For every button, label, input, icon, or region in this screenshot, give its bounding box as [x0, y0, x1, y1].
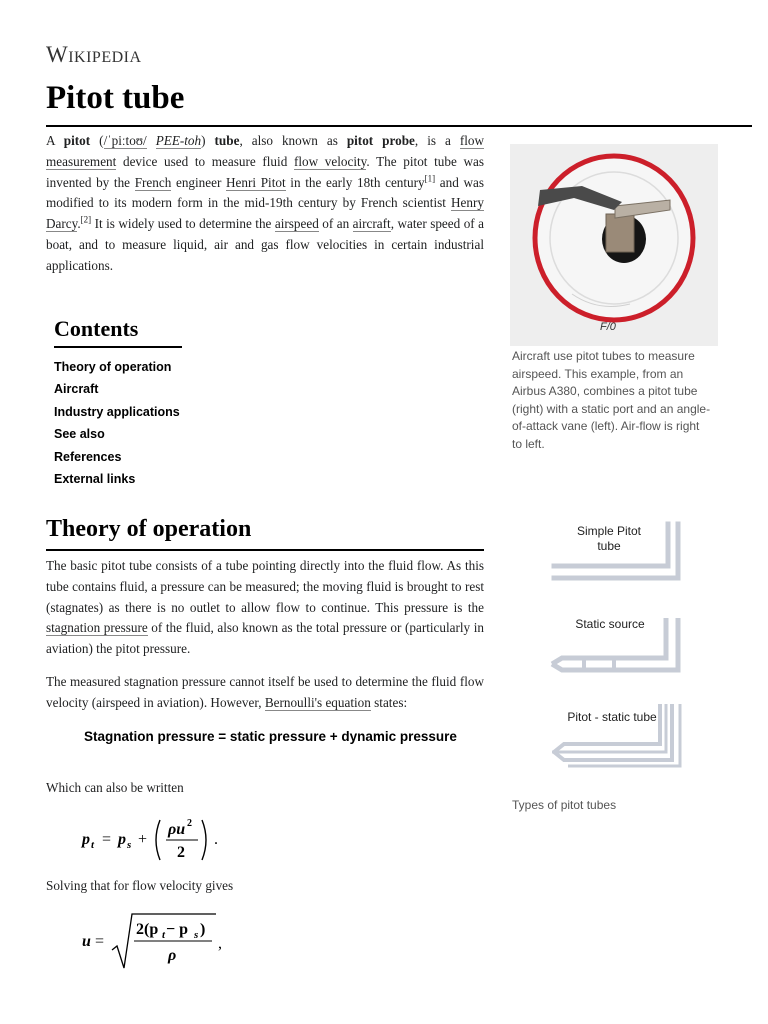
label-simple-pitot-tube: Simple Pitot tube — [576, 524, 642, 553]
svg-text:p: p — [82, 831, 90, 848]
page-title: Pitot tube — [46, 80, 185, 116]
link-henri-pitot[interactable]: Henri Pitot — [226, 174, 286, 190]
label-pitot-static-tube: Pitot - static tube — [567, 710, 657, 724]
section-heading-theory: Theory of operation — [46, 516, 252, 542]
wikipedia-wordmark[interactable]: Wikipedia — [46, 42, 142, 67]
pitot-tube-photo[interactable] — [510, 144, 718, 346]
types-figure-caption: Types of pitot tubes — [512, 798, 617, 812]
svg-text:ρ: ρ — [168, 947, 177, 964]
static-source-diagram — [548, 614, 694, 676]
svg-text:ρu: ρu — [168, 821, 186, 838]
toc-item-aircraft[interactable]: Aircraft — [54, 382, 99, 397]
respelling-link[interactable]: PEE-toh — [155, 133, 202, 148]
equation-flow-velocity — [80, 910, 240, 974]
toc-item-see-also[interactable]: See also — [54, 427, 105, 442]
theory-paragraph-1: The basic pitot tube consists of a tube pointing directly into the fluid flow. As this tube contains fluid, a pressure can be measured; the moving fluid is brought to rest (stagnates) as there is no outlet to allow flow to continue. This pressure is the stagnation pressure of the fluid, also known as the total pressure or (particularly in aviation) the pitot pressure. — [46, 558, 484, 657]
link-bernoulli-equation[interactable]: Bernoulli's equation — [264, 694, 371, 710]
svg-text:u: u — [82, 933, 91, 950]
toc-item-theory[interactable]: Theory of operation — [54, 360, 172, 374]
svg-text:2: 2 — [177, 844, 185, 861]
link-aircraft[interactable]: aircraft — [352, 216, 391, 232]
svg-text:=: = — [102, 831, 112, 848]
svg-text:=: = — [95, 933, 105, 950]
title-divider — [46, 125, 752, 127]
svg-text:s: s — [127, 839, 132, 851]
link-airspeed[interactable]: airspeed — [274, 216, 319, 232]
term-tube: tube — [214, 133, 240, 148]
section-divider — [46, 549, 484, 551]
svg-text:t: t — [91, 839, 95, 851]
table-of-contents — [54, 316, 344, 490]
svg-text:2(p: 2(p — [136, 921, 159, 938]
ipa-link[interactable]: /ˈpiːtoʊ/ — [103, 133, 147, 148]
link-henry-darcy[interactable]: Henry Darcy — [46, 195, 484, 232]
infobox-caption: Aircraft use pitot tubes to measure airspeed. This example, from an Airbus A380, combines a pitot tube (right) with a static port and an angle-of-attack vane (left). Air-flow is right to left. — [512, 349, 711, 451]
link-flow-velocity[interactable]: flow velocity — [293, 153, 367, 169]
link-flow-measurement[interactable]: flow measurement — [46, 133, 485, 169]
svg-text:.: . — [214, 831, 218, 848]
term-pitot: pitot — [63, 133, 91, 148]
ref-2[interactable]: [2] — [80, 214, 92, 225]
link-stagnation-pressure[interactable]: stagnation pressure — [46, 620, 148, 636]
theory-paragraph-4: Solving that for flow velocity gives — [46, 878, 234, 893]
theory-paragraph-3: Which can also be written — [46, 780, 184, 795]
svg-text:s: s — [194, 929, 199, 941]
pitot-photo-illustration — [510, 144, 718, 346]
toc-title: Contents — [54, 316, 182, 348]
pitot-static-diagram — [548, 700, 694, 772]
photo-label: F/0 — [600, 321, 616, 333]
toc-item-references[interactable]: References — [54, 449, 122, 464]
toc-item-industry[interactable]: Industry applications — [54, 404, 180, 419]
svg-text:p: p — [118, 831, 126, 848]
ref-1[interactable]: [1] — [424, 173, 436, 184]
theory-paragraph-2: The measured stagnation pressure cannot itself be used to determine the fluid flow velocity (airspeed in aviation). However, Bernoulli's equation states: — [46, 674, 484, 710]
svg-text:t: t — [162, 929, 166, 941]
equation-total-pressure — [80, 814, 240, 864]
intro-paragraph: A pitot (/ˈpiːtoʊ/ PEE-toh) tube, also known as pitot probe, is a flow measurement device used to measure fluid flow velocity. The pitot tube was invented by the French engineer Henri Pitot in the early 18th century[1] and was modified to its modern form in the mid-19th century by French scientist Henry Darcy.[2] It is widely used to determine the airspeed of an aircraft, water speed of a boat, and to measure liquid, air and gas flow velocities in certain industrial applications. — [46, 133, 485, 273]
svg-text:+: + — [138, 831, 148, 848]
stagnation-pressure-statement: Stagnation pressure = static pressure + dynamic pressure — [84, 729, 457, 744]
svg-text:,: , — [218, 935, 222, 952]
svg-text:2: 2 — [187, 818, 192, 829]
svg-text:− p: − p — [166, 921, 189, 938]
link-french[interactable]: French — [134, 174, 172, 190]
svg-text:): ) — [200, 921, 206, 938]
label-static-source: Static source — [575, 617, 645, 631]
toc-item-external-links[interactable]: External links — [54, 472, 136, 487]
simple-pitot-diagram — [548, 520, 694, 588]
term-pitot-probe: pitot probe — [346, 133, 415, 148]
